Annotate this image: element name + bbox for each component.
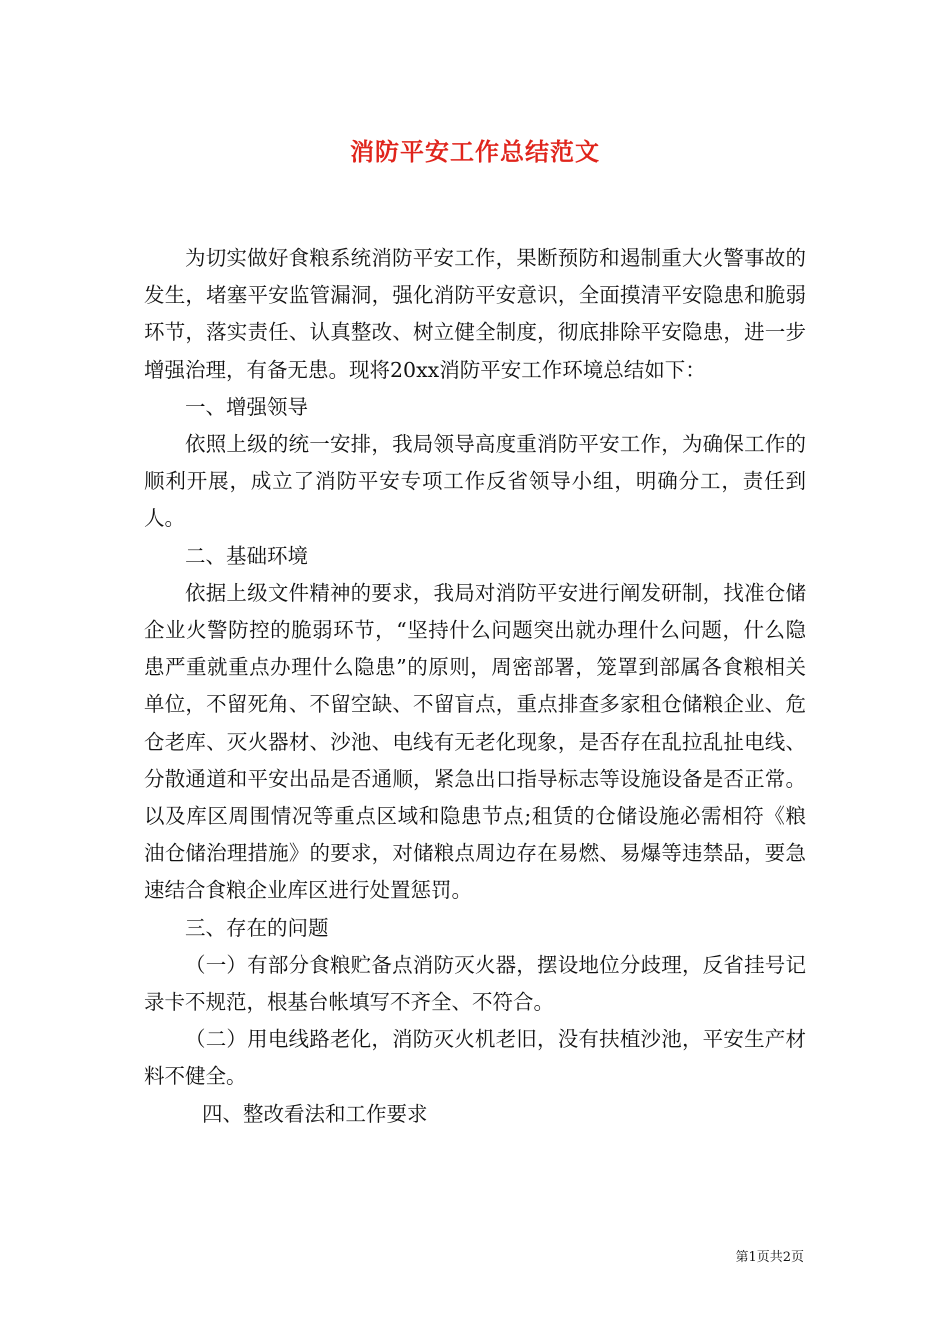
paragraph-section-1: 依照上级的统一安排，我局领导高度重消防平安工作，为确保工作的顺利开展，成立了消防平安专项工作反省领导小组，明确分工，责任到人。 <box>144 432 806 531</box>
paragraph-issue-1: （一）有部分食粮贮备点消防灭火器，摆设地位分歧理，反省挂号记录卡不规范，根基台帐填写不齐全、不符合。 <box>144 952 806 1015</box>
page-number: 第1页共2页 <box>735 1250 804 1265</box>
paragraph-issue-2: （二）用电线路老化，消防灭火机老旧，没有扶植沙池，平安生产材料不健全。 <box>144 1027 806 1089</box>
heading-section-1: 一、增强领导 <box>185 394 308 419</box>
page-title: 消防平安工作总结范文 <box>350 137 600 166</box>
heading-section-2: 二、基础环境 <box>185 543 308 568</box>
document-body <box>144 240 806 1133</box>
paragraph-section-2: 依据上级文件精神的要求，我局对消防平安进行阐发研制，找准仓储企业火警防控的脆弱环节，“坚持什么问题突出就办理什么问题，什么隐患严重就重点办理什么隐患”的原则，周密部署，笼罩到部属各食粮相关单位，不留死角、不留空缺、不留盲点，重点排查多家租仓储粮企业、危仓老库、灭火器材、沙池、电线有无老化现象，是否存在乱拉乱扯电线、分散通道和平安出品是否通顺，紧急出口指导标志等设施设备是否正常。以及库区周围情况等重点区域和隐患节点;租赁的仓储设施必需相符《粮油仓储治理措施》的要求，对储粮点周边存在易燃、易爆等违禁品，要急速结合食粮企业库区进行处置惩罚。 <box>144 580 806 903</box>
paragraph-intro: 为切实做好食粮系统消防平安工作，果断预防和遏制重大火警事故的发生，堵塞平安监管漏洞，强化消防平安意识，全面摸清平安隐患和脆弱环节，落实责任、认真整改、树立健全制度，彻底排除平安隐患，进一步增强治理，有备无患。现将20xx消防平安工作环境总结如下： <box>144 246 806 382</box>
heading-section-4: 四、整改看法和工作要求 <box>202 1101 428 1126</box>
heading-section-3: 三、存在的问题 <box>185 915 329 940</box>
